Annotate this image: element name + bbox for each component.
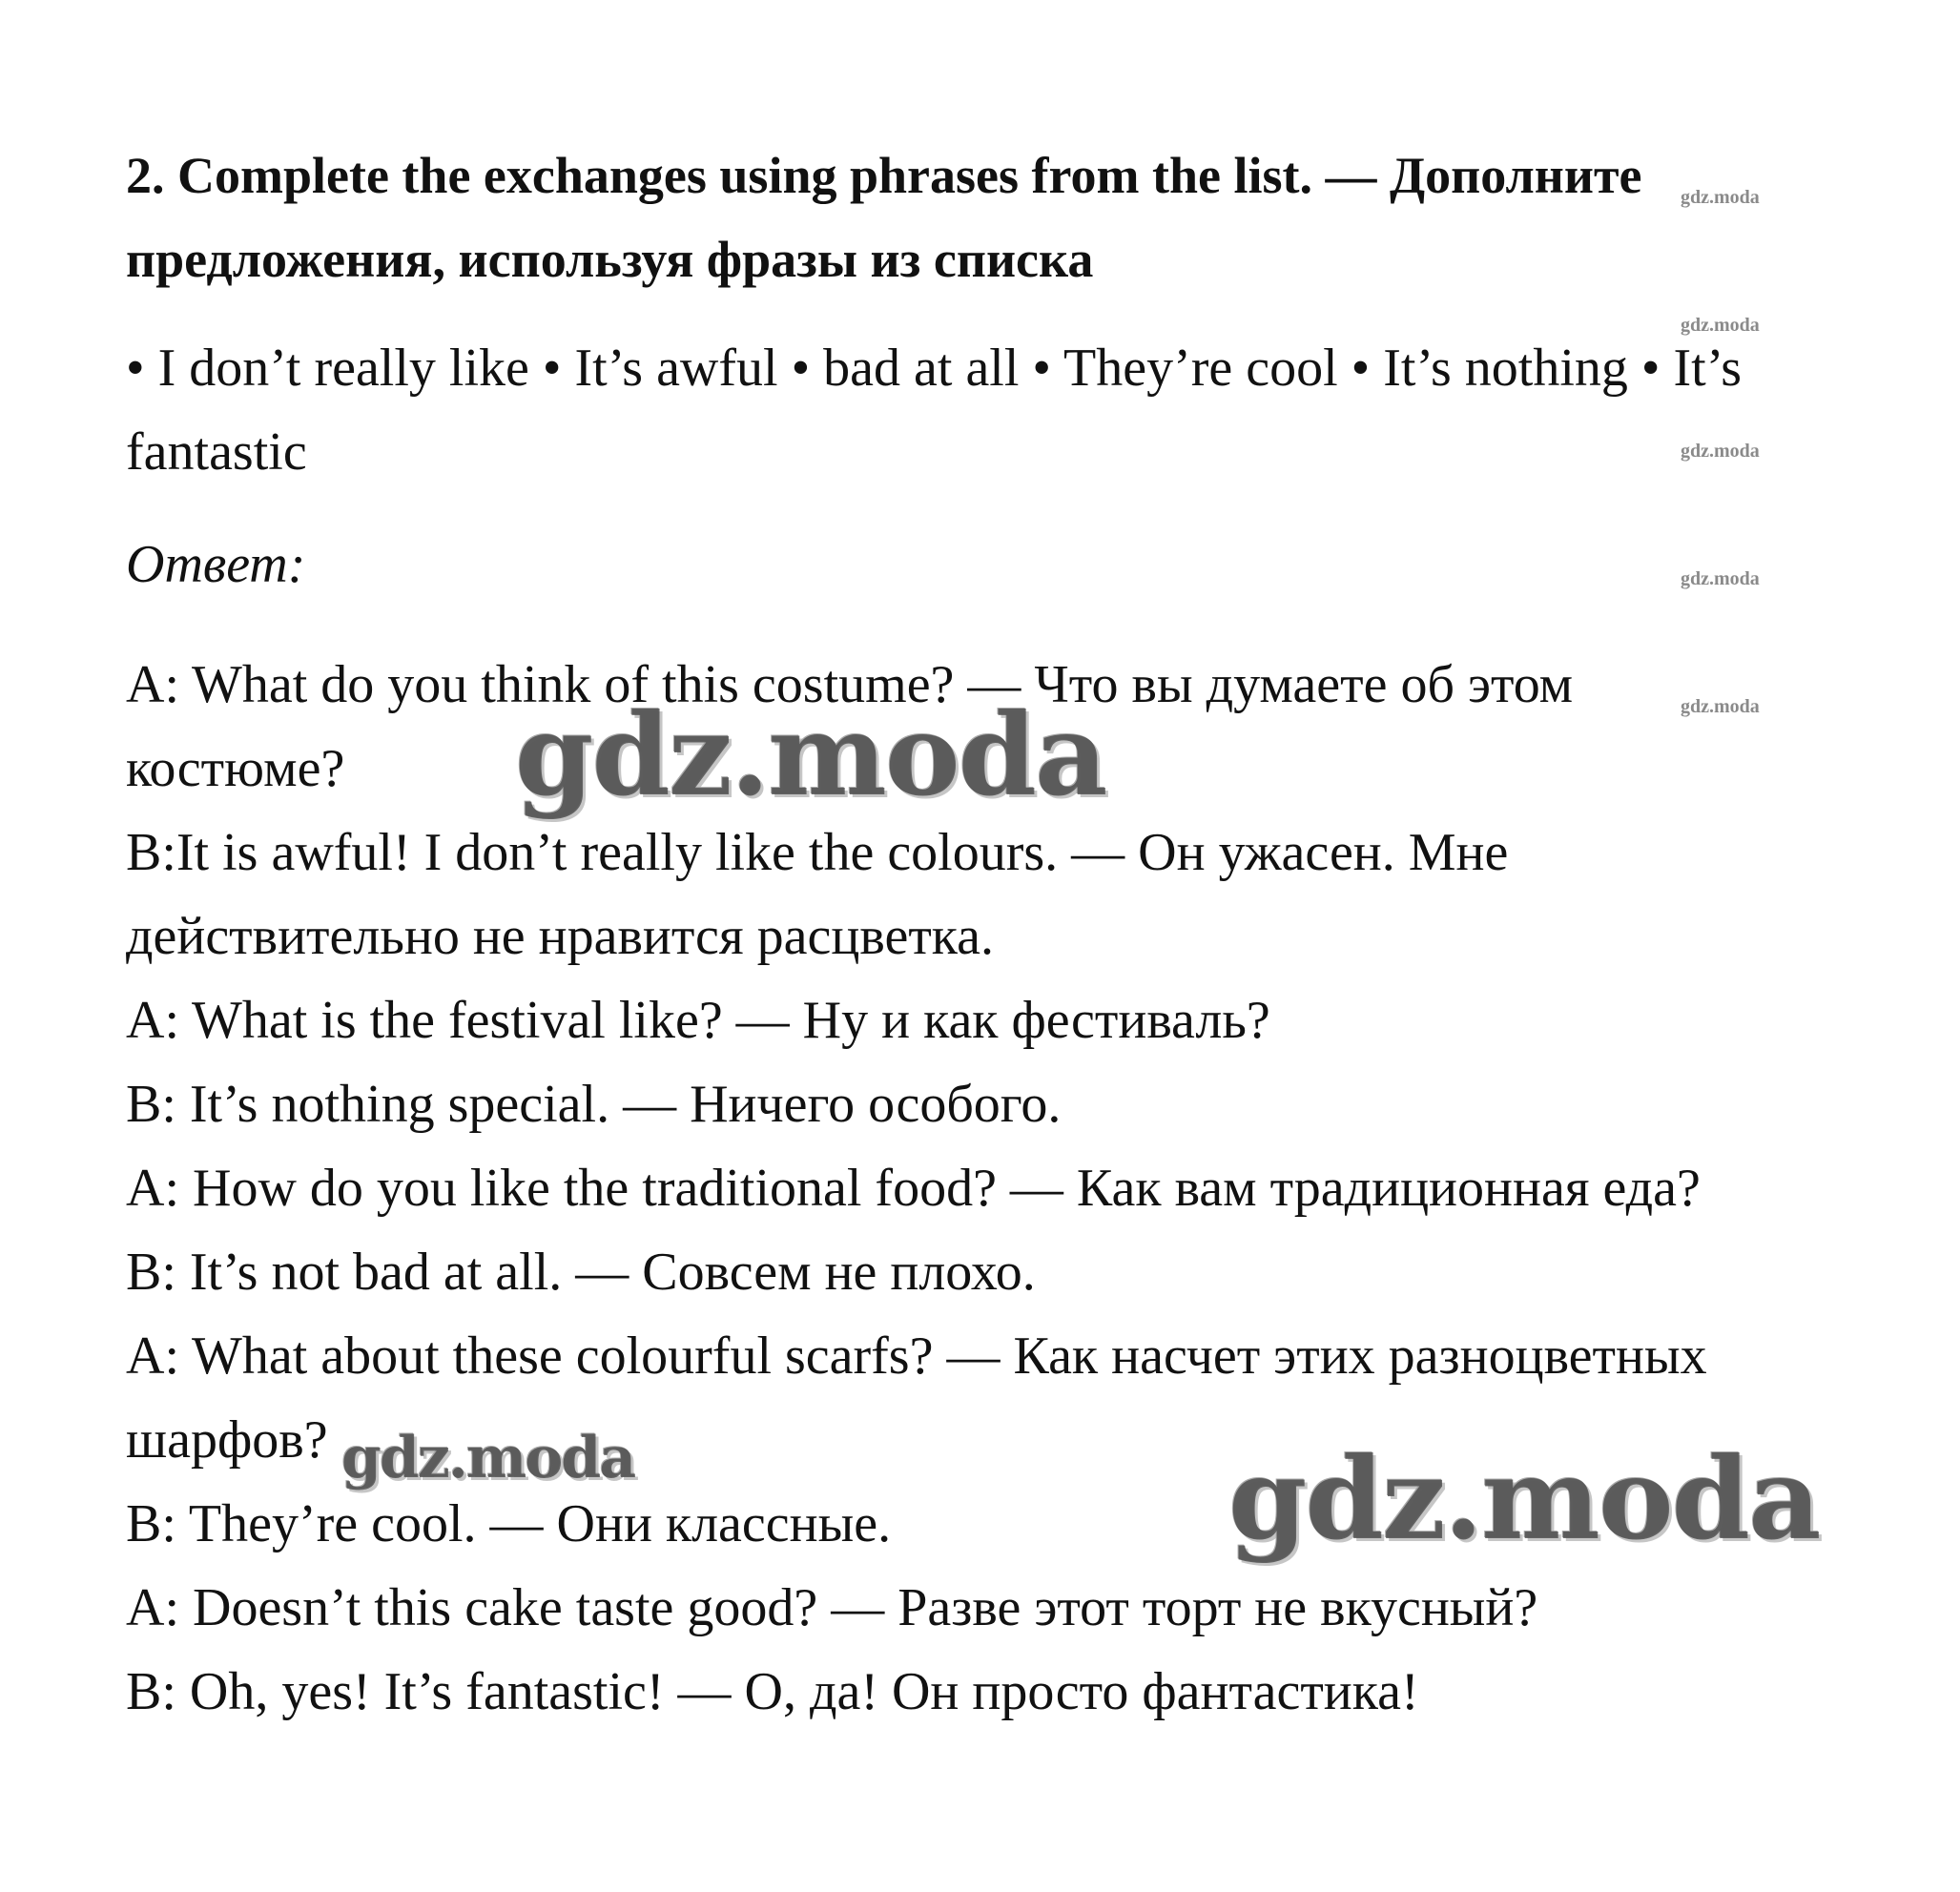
dialogue-line: B: Oh, yes! It’s fantastic! — О, да! Он просто фантастика!	[126, 1662, 1419, 1721]
watermark-small: gdz.moda	[1681, 568, 1760, 589]
watermark-small: gdz.moda	[1681, 187, 1760, 208]
phrase-list: • I don’t really like • It’s awful • bad at all • They’re cool • It’s nothing • It’s fantastic	[126, 339, 1743, 482]
dialogue-line: B: They’re cool. — Они классные.	[126, 1494, 892, 1553]
dialogue-line: A: Doesn’t this cake taste good? — Разве этот торт не вкусный?	[126, 1578, 1538, 1637]
dialogue-line: A: What do you think of this costume? — Что вы думаете об этом костюме?	[126, 655, 1574, 798]
watermark-small: gdz.moda	[1681, 315, 1760, 336]
dialogue-line: A: What about these colourful scarfs? — Как насчет этих разноцветных шарфов?	[126, 1326, 1707, 1470]
task-title: 2. Complete the exchanges using phrases from the list. — Дополните предложения, используя фразы из списка	[126, 147, 1642, 288]
dialogue-line: B:It is awful! I don’t really like the colours. — Он ужасен. Мне действительно не нравится расцветка.	[126, 823, 1509, 966]
watermark-small: gdz.moda	[1681, 441, 1760, 462]
watermark-large: gdz.moda	[515, 689, 1106, 821]
watermark-large: gdz.moda	[1228, 1432, 1820, 1565]
watermark-small: gdz.moda	[1681, 696, 1760, 717]
dialogue-line: A: What is the festival like? — Ну и как фестиваль?	[126, 991, 1270, 1050]
answer-label: Ответ:	[126, 535, 306, 594]
dialogue-line: B: It’s nothing special. — Ничего особого.	[126, 1075, 1062, 1134]
dialogue-line: A: How do you like the traditional food? — Как вам традиционная еда?	[126, 1159, 1701, 1218]
dialogue-line: B: It’s not bad at all. — Совсем не плохо.	[126, 1243, 1036, 1302]
watermark-large: gdz.moda	[341, 1425, 635, 1491]
